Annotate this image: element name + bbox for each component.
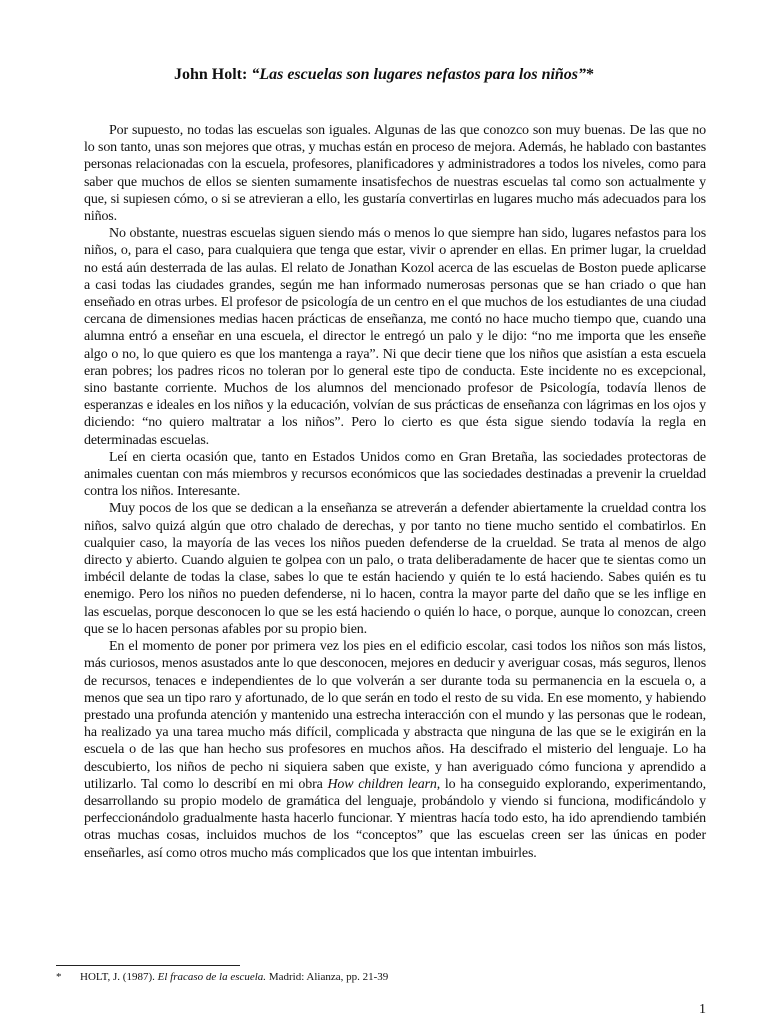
paragraph-2: No obstante, nuestras escuelas siguen siendo más o menos lo que siempre han sido, lugares nefastos para los niños, o, para el caso, para cualquiera que tenga que estar, vivir o aprender en ellas. En primer lugar, la crueldad no está aún desterrada de las aulas. El relato de Jonathan Kozol acerca de las escuelas de Boston puede aplicarse a casi todas las ciudades grandes, según me han informado numerosas personas que se han criado o que han enseñado en otras urbes. El profesor de psicología de un centro en el que muchos de los estudiantes de una ciudad cercana de dimensiones medias hacen prácticas de enseñanza, me contó no hace mucho tiempo que, cuando una alumna entró a enseñar en una escuela, el director le entregó un palo y le dijo: “no me importa que les enseñe algo o no, lo que quiero es que los mantenga a raya”. Ni que decir tiene que los niños que asistían a esta escuela eran pobres; los padres ricos no toleran por lo general este tipo de conducta. Este incidente no es excepcional, sino bastante corriente. Muchos de los alumnos del mencionado profesor de Psicología, todavía llenos de esperanzas e ideales en los niños y la educación, volvían de sus prácticas de enseñanza con lágrimas en los ojos y diciendo: “no quiero maltratar a los niños”. Pero lo cierto es que ésta sigue siendo todavía la regla en determinadas escuelas. [84, 226, 706, 448]
paragraph-4: Muy pocos de los que se dedican a la enseñanza se atreverán a defender abiertamente la crueldad contra los niños, salvo quizá algún que otro chalado de derechas, y por tanto no tiene mucho sentido el combatirlos. En cualquier caso, la mayoría de las veces los niños pueden defenderse de la crueldad. Se trata al menos de algo directo y abierto. Cuando alguien te golpea con un palo, o trata deliberadamente de hacer que te sientas como un imbécil delante de todas la clase, sabes lo que te están haciendo y quién te lo está haciendo. Sabes quién es tu enemigo. Pero los niños no pueden defenderse, ni lo hacen, contra la mayor parte del daño que se les inflige en las escuelas, porque desconocen lo que se les está haciendo o quién lo hace, o porque, aunque lo conozcan, creen que se lo hacen personas afables por su propio bien. [84, 501, 706, 637]
paragraph-1: Por supuesto, no todas las escuelas son iguales. Algunas de las que conozco son muy buenas. De las que no lo son tanto, unas son mejores que otras, y muchas están en proceso de mejora. Además, he hablado con bastantes personas relacionadas con la escuela, profesores, planificadores y administradores a todos los niveles, como para saber que muchos de ellos se sienten sumamente insatisfechos de nuestras escuelas tal como son actualmente y que, si supiesen cómo, o si se atrevieran a ello, les gustaría convertirlas en lugares mucho más adecuados para los niños. [84, 123, 706, 225]
footnote-marker: * [56, 971, 62, 983]
footnote-citation-end: Madrid: Alianza, pp. 21-39 [266, 971, 389, 983]
footnote-citation-start: HOLT, J. (1987). [80, 971, 158, 983]
footnote [56, 970, 706, 984]
footnote-book-title: El fracaso de la escuela. [157, 971, 267, 983]
paragraph-5-end: , lo ha conseguido explorando, experimentando, desarrollando su propio modelo de gramática del lenguaje, probándolo y viendo si funciona, modificándolo y perfeccionándolo gradualmente hasta hacerlo funcionar. Y mientras hacía todo esto, ha ido aprendiendo también otras muchas cosas, incluidos muchos de los “conceptos” que las escuelas creen ser las únicas en poder enseñarles, así como otros mucho más complicados que los que intentan imbuirles. [84, 776, 707, 861]
paragraph-5-start: En el momento de poner por primera vez los pies en el edificio escolar, casi todos los niños son más listos, más curiosos, menos asustados ante lo que desconocen, mejores en deducir y averiguar cosas, más seguros, llenos de recursos, tenaces e independientes de lo que volverán a ser durante toda su permanencia en la escuela o, a menos que sea un tipo raro y afortunado, de lo que serán en todo el resto de su vida. En ese momento, y habiendo prestado una profunda atención y mantenido una estrecha interacción con el mundo y las personas que le rodean, ha realizado ya una tarea mucho más difícil, complicada y abstracta que ninguna de las que se le exigirán en la escuela o de las que han hecho sus profesores en muchos años. Ha descifrado el misterio del lenguaje. Lo ha descubierto, los niños de pecho ni siquiera saben que existe, y han averiguado cómo funciona y aprendido a utilizarlo. Tal como lo describí en mi obra [84, 639, 706, 792]
body-text [84, 122, 706, 862]
paragraph-5 [84, 638, 706, 862]
document-title [0, 64, 768, 86]
paragraph-3: Leí en cierta ocasión que, tanto en Estados Unidos como en Gran Bretaña, las sociedades protectoras de animales cuentan con más miembros y recursos económicos que las sociedades destinadas a prevenir la crueldad contra los niños. Interesante. [84, 449, 706, 500]
title-author: John Holt: [173, 66, 248, 83]
title-footnote-marker: * [586, 66, 595, 83]
book-title-how-children-learn: How children learn [327, 776, 437, 792]
footnote-divider [56, 965, 240, 966]
title-quote: “Las escuelas son lugares nefastos para los niños” [251, 66, 587, 83]
page-number: 1 [699, 1002, 706, 1017]
